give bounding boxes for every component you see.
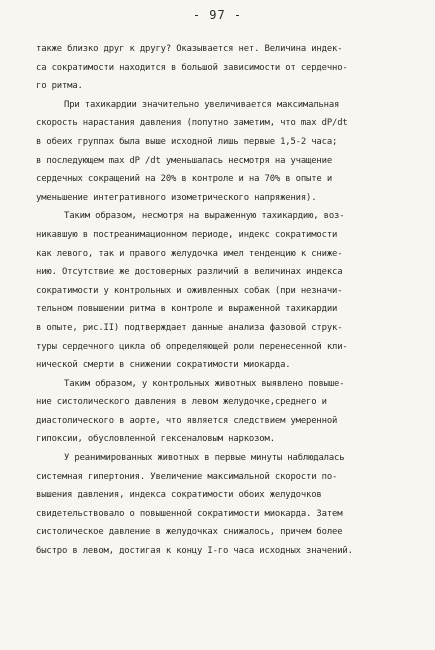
text-line: в опыте, рис.II) подтверждает данные анализа фазовой струк- xyxy=(36,322,343,333)
text-line: тельном повышении ритма в контроле и выраженной тахикардии xyxy=(36,304,338,315)
text-line: уменьшение интегративного изометрического напряжения). xyxy=(36,192,317,203)
text-line: Таким образом, несмотря на выраженную тахикардию, воз- xyxy=(64,211,345,222)
text-line: в обеих группах была выше исходной лишь первые 1,5-2 часа; xyxy=(36,136,338,147)
text-line: са сократимости находится в большой зависимости от сердечно- xyxy=(36,62,348,73)
text-line: скорость нарастания давления (попутно заметим, что max dP/dt xyxy=(36,118,348,129)
text-line: систолическое давление в желудочках снижалось, причем более xyxy=(36,527,343,538)
text-line: туры сердечного цикла об определяющей роли перенесенной кли- xyxy=(36,341,348,352)
text-line: сократимости у контрольных и оживленных собак (при незначи- xyxy=(36,285,343,296)
text-line: также близко друг к другу? Оказывается нет. Величина индек- xyxy=(36,44,343,54)
text-line: Таким образом, у контрольных животных выявлено повыше- xyxy=(64,378,345,389)
body-text xyxy=(36,40,404,561)
text-line: го ритма. xyxy=(36,81,83,92)
text-line: системная гипертония. Увеличение максимальной скорости по- xyxy=(36,471,338,482)
text-line: нию. Отсутствие же достоверных различий в величинах индекса xyxy=(36,267,343,278)
text-line: гипоксии, обусловленной гексеналовым наркозом. xyxy=(36,434,275,445)
text-line: диастолического в аорте, что является следствием умеренной xyxy=(36,415,338,426)
text-line: При тахикардии значительно увеличивается максимальная xyxy=(64,99,340,110)
text-line: нической смерти в снижении сократимости миокарда. xyxy=(36,360,291,371)
text-line: вышения давления, индекса сократимости обоих желудочков xyxy=(36,490,322,501)
text-line: в последующем max dP /dt уменьшалась несмотря на учащение xyxy=(36,155,333,166)
text-line: как левого, так и правого желудочка имел тенденцию к сниже- xyxy=(36,248,343,259)
page-number: - 97 - xyxy=(192,8,243,22)
text-line: сердечных сокращений на 20% в контроле и на 70% в опыте и xyxy=(36,174,333,185)
text-line: никавшую в постреанимационном периоде, индекс сократимости xyxy=(36,229,338,240)
text-line: быстро в левом, достигая к концу I-го часа исходных значений. xyxy=(36,546,353,557)
text-line: У реанимированных животных в первые минуты наблюдалась xyxy=(64,453,345,464)
text-line: свидетельствовало о повышенной сократимости миокарда. Затем xyxy=(36,508,343,519)
text-line: ние систолического давления в левом желудочке,среднего и xyxy=(36,397,327,408)
